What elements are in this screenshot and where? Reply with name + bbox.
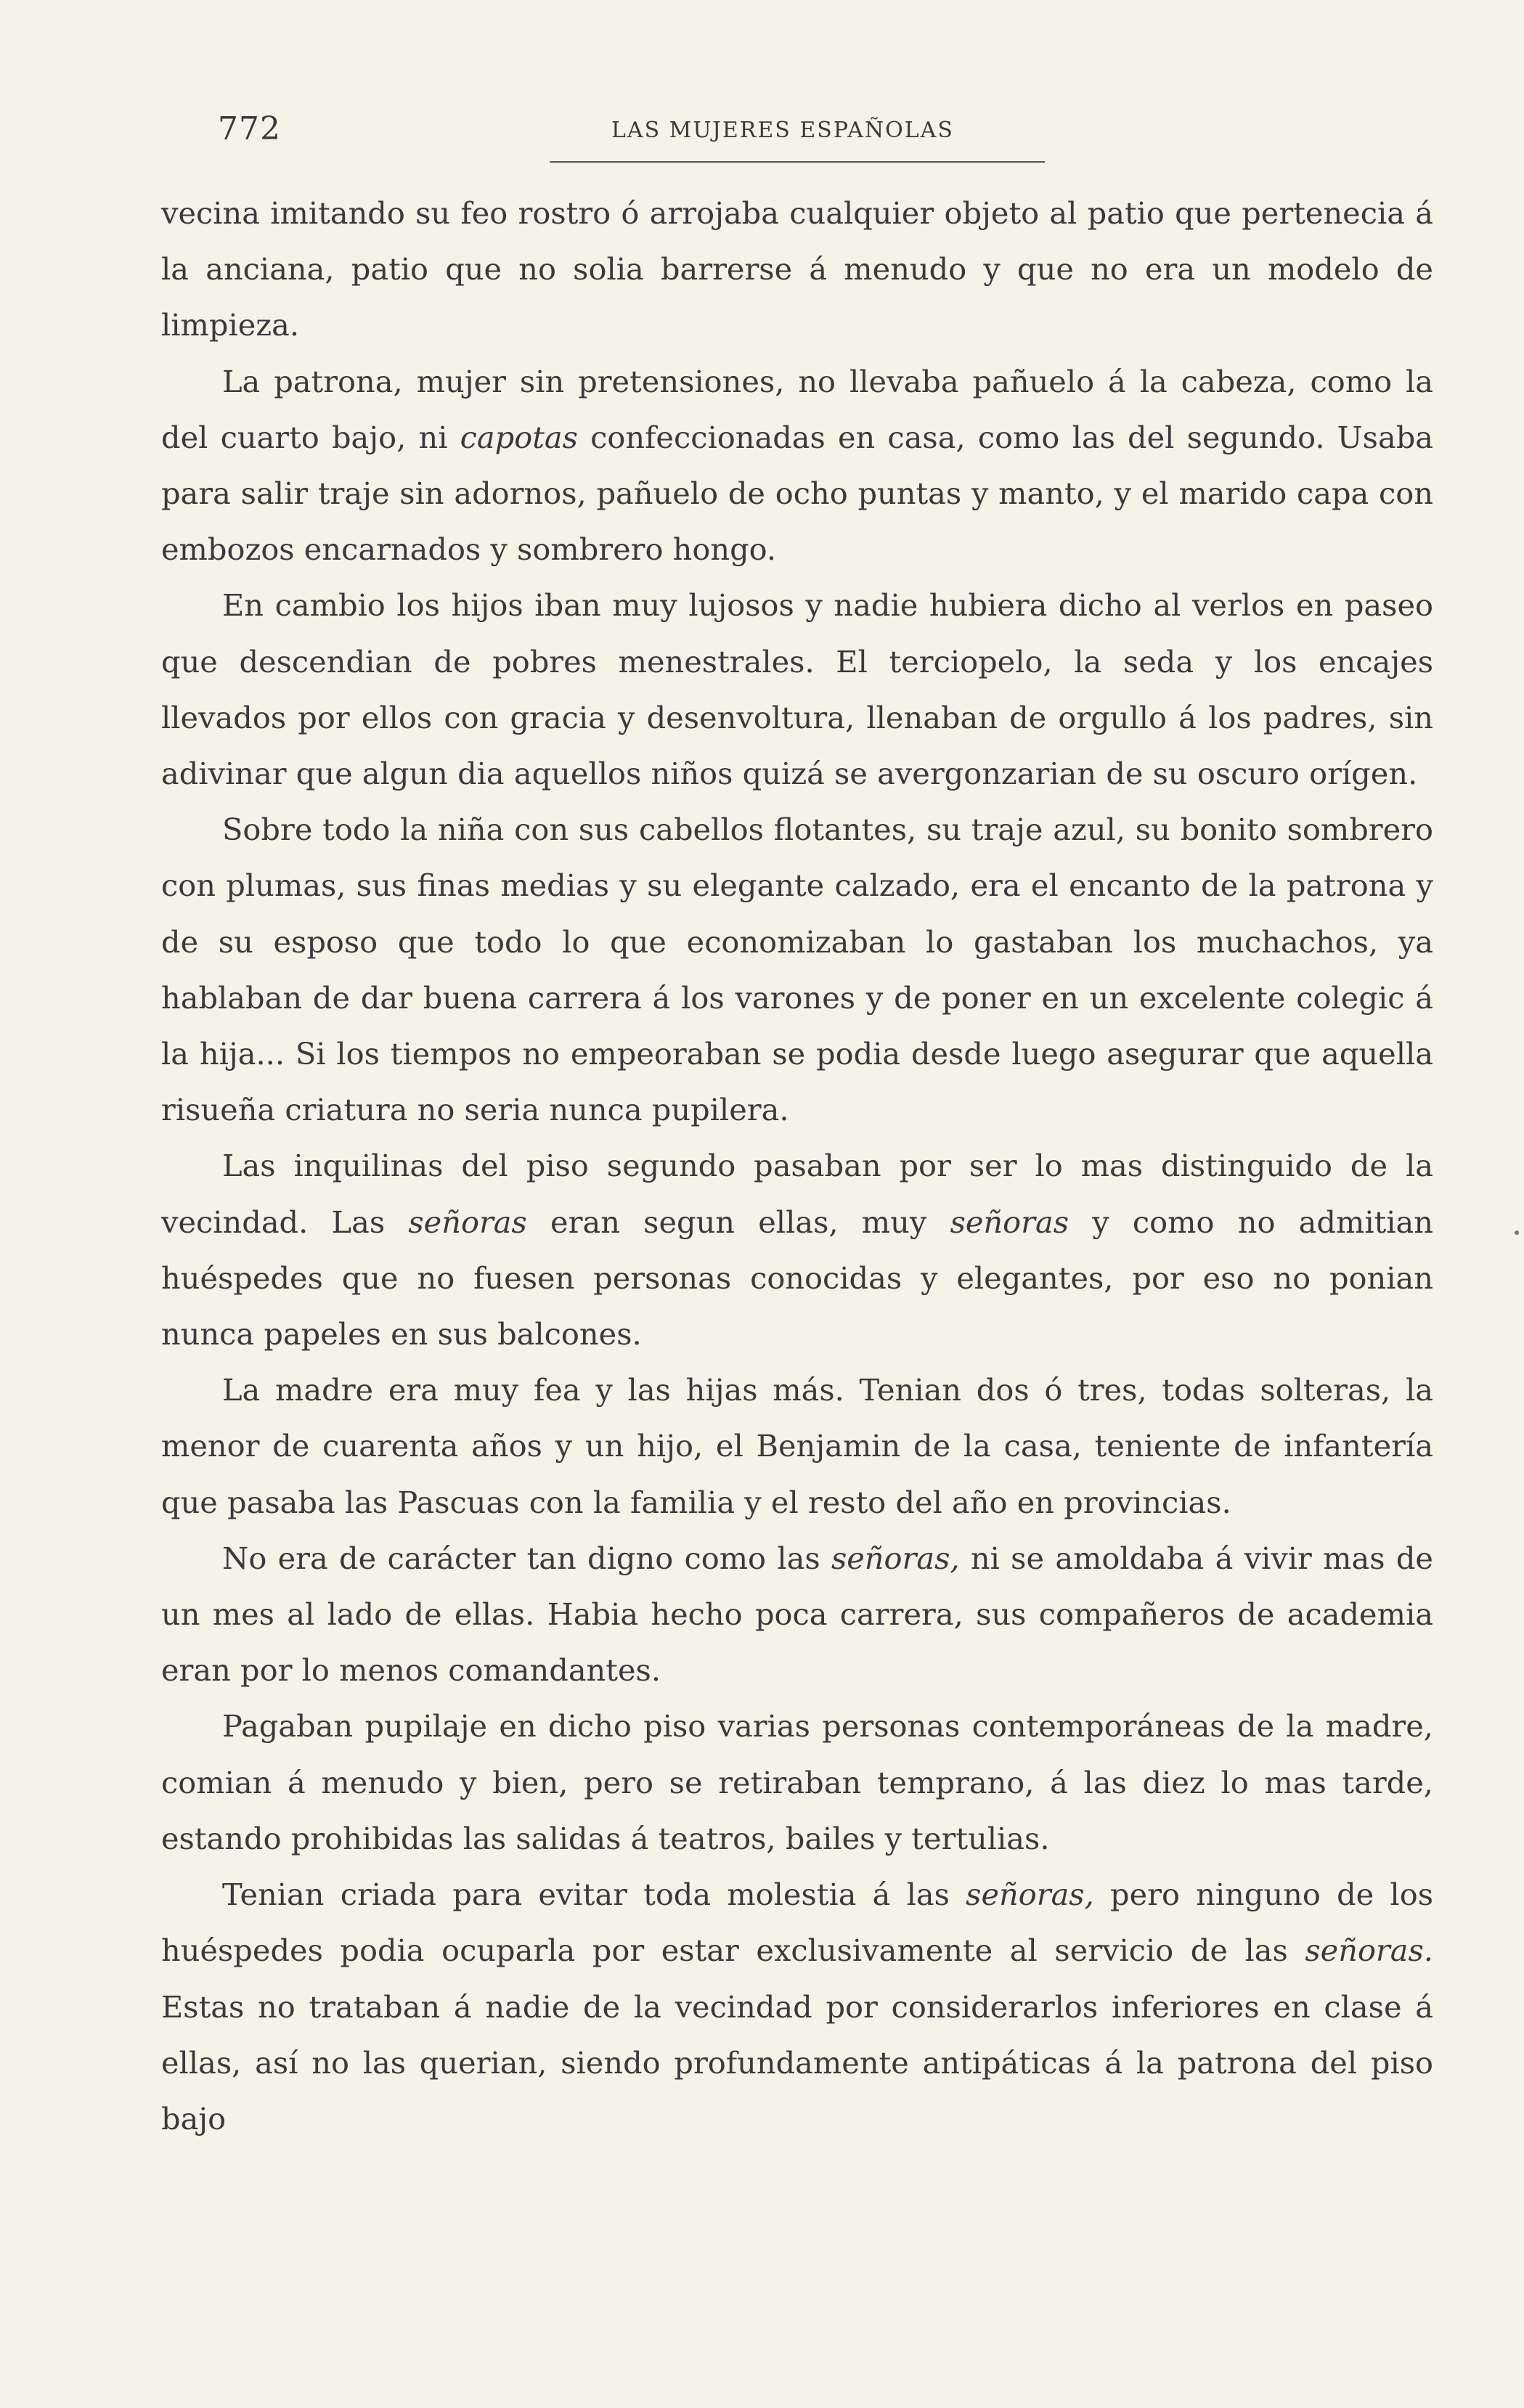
paragraph bbox=[161, 1138, 1433, 1362]
text-run: Tenian criada para evitar toda molestia á las bbox=[222, 1877, 966, 1913]
running-title: LAS MUJERES ESPAÑOLAS bbox=[611, 118, 954, 143]
text-run: Estas no trataban á nadie de la vecindad por considerarlos inferiores en clase á ellas, así no las querian, siendo profundamente antipáticas á la patrona del piso bajo bbox=[161, 1988, 1433, 2136]
text-run: Sobre todo la niña con sus cabellos flotantes, su traje azul, su bonito sombrero con plumas, sus finas medias y su elegante calzado, era el encanto de la patrona y de su esposo que todo lo que economizaban lo gastaban los muchachos, ya hablaban de dar buena carrera á los varones y de poner en un excelente colegic á la hija... Si los tiempos no empeoraban se podia desde luego asegurar que aquella risueña criatura no seria nunca pupilera. bbox=[161, 812, 1433, 1128]
text-run: En cambio los hijos iban muy lujosos y nadie hubiera dicho al verlos en paseo que descendian de pobres menestrales. El terciopelo, la seda y los encajes llevados por ellos con gracia y desenvoltura, llenaban de orgullo á los padres, sin adivinar que algun dia aquellos niños quizá se avergonzarian de su oscuro orígen. bbox=[161, 587, 1433, 792]
paragraph bbox=[161, 1866, 1433, 2147]
text-run: Las inquilinas del piso segundo pasaban por ser lo mas distinguido de la vecindad. Las bbox=[161, 1148, 1433, 1240]
italic-word: capotas bbox=[460, 419, 578, 455]
italic-word: señoras bbox=[408, 1204, 527, 1240]
italic-word: señoras, bbox=[831, 1540, 960, 1576]
text-run: eran segun ellas, muy bbox=[526, 1204, 950, 1240]
italic-word: señoras, bbox=[966, 1877, 1094, 1913]
paragraph bbox=[161, 801, 1433, 1138]
page-number: 772 bbox=[218, 110, 281, 147]
paragraph bbox=[161, 1530, 1433, 1699]
italic-word: señoras. bbox=[1305, 1932, 1433, 1969]
paper-speck bbox=[1515, 1230, 1519, 1235]
paragraph bbox=[161, 1362, 1433, 1530]
paragraph bbox=[161, 577, 1433, 801]
body-text bbox=[161, 185, 1433, 2147]
paragraph bbox=[161, 185, 1433, 354]
page-header bbox=[0, 110, 1524, 168]
text-run: La patrona, mujer sin pretensiones, no llevaba pañuelo á la cabeza, como la del cuarto bajo, ni bbox=[161, 363, 1433, 455]
paragraph bbox=[161, 1698, 1433, 1866]
text-run: ni se amoldaba á vivir mas de un mes al lado de ellas. Habia hecho poca carrera, sus compañeros de academia eran por lo menos comandantes. bbox=[161, 1540, 1433, 1689]
text-run: La madre era muy fea y las hijas más. Tenian dos ó tres, todas solteras, la menor de cuarenta años y un hijo, el Benjamin de la casa, teniente de infantería que pasaba las Pascuas con la familia y el resto del año en provincias. bbox=[161, 1372, 1433, 1520]
text-run: confeccionadas en casa, como las del segundo. Usaba para salir traje sin adornos, pañuelo de ocho puntas y manto, y el marido capa con embozos encarnados y sombrero hongo. bbox=[161, 419, 1434, 568]
text-run: No era de carácter tan digno como las bbox=[222, 1540, 831, 1576]
text-run: pero ninguno de los huéspedes podia ocuparla por estar exclusivamente al servicio de las bbox=[161, 1877, 1433, 1969]
text-run: Pagaban pupilaje en dicho piso varias personas contemporáneas de la madre, comian á menudo y bien, pero se retiraban temprano, á las diez lo mas tarde, estando prohibidas las salidas á teatros, bailes y tertulias. bbox=[161, 1708, 1433, 1856]
italic-word: señoras bbox=[950, 1204, 1069, 1240]
text-run: y como no admitian huéspedes que no fuesen personas conocidas y elegantes, por eso no ponian nunca papeles en sus balcones. bbox=[161, 1204, 1434, 1352]
text-run: vecina imitando su feo rostro ó arrojaba cualquier objeto al patio que pertenecia á la anciana, patio que no solia barrerse á menudo y que no era un modelo de limpieza. bbox=[161, 195, 1433, 343]
header-rule bbox=[550, 161, 1045, 163]
paragraph bbox=[161, 354, 1433, 578]
